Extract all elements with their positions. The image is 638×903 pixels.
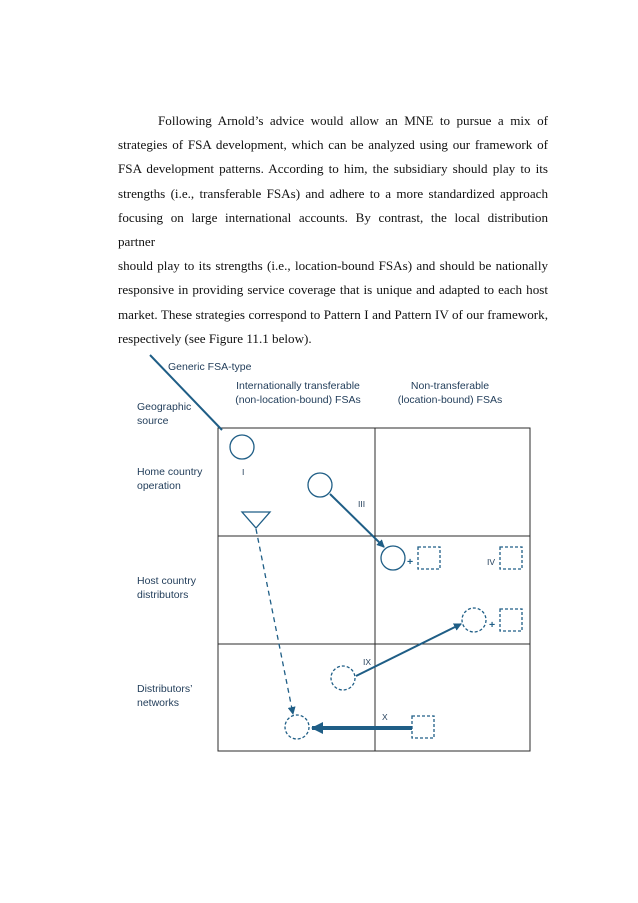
row-home-label-line1: Home country — [137, 466, 203, 478]
pattern-x-end-circle — [285, 715, 309, 739]
pattern-iii-label: III — [358, 499, 366, 509]
pattern-iv-label: IV — [487, 557, 496, 567]
paragraph-line: strengths (i.e., transferable FSAs) and adhere to a more standardized approach — [118, 185, 548, 201]
grid-outer-border — [218, 428, 530, 751]
col1-header-line2: (non-location-bound) FSAs — [235, 394, 361, 406]
col1-header-line1: Internationally transferable — [236, 380, 360, 392]
col2-header-line1: Non-transferable — [410, 380, 490, 392]
geographic-source-label-line1: Geographic — [137, 401, 192, 413]
row-host-label-line2: distributors — [137, 589, 189, 601]
paragraph-line: should play to its strengths (i.e., location-bound FSAs) and should be nationally — [118, 258, 548, 274]
pattern-ix-plus: + — [489, 619, 496, 631]
triangle-icon — [242, 512, 270, 528]
paragraph-line: responsive in providing service coverage that is unique and adapted to each host — [118, 282, 548, 298]
dashed-arrow-to-networks — [256, 529, 293, 714]
pattern-ix-end-circle — [462, 608, 486, 632]
pattern-x-square — [412, 716, 434, 738]
pattern-iii-start-circle — [308, 473, 332, 497]
pattern-ix-arrow — [356, 624, 461, 676]
matrix-grid — [218, 428, 530, 751]
pattern-iii-location-bound-square — [418, 547, 440, 569]
generic-fsa-type-label: Generic FSA-type — [168, 361, 252, 373]
paragraph-line: strategies of FSA development, which can be analyzed using our framework of — [118, 137, 548, 153]
pattern-ix-start-circle — [331, 666, 355, 690]
paragraph-line: focusing on large international accounts. By contrast, the local distribution partner — [118, 209, 548, 250]
paragraph-line: FSA development patterns. According to him, the subsidiary should play to its — [118, 161, 548, 177]
row-networks-label-line1: Distributors’ — [137, 683, 193, 695]
pattern-iv-square — [500, 547, 522, 569]
col2-header-line2: (location-bound) FSAs — [397, 394, 503, 406]
pattern-x-label: X — [382, 712, 388, 722]
geographic-source-label-line2: source — [137, 415, 169, 427]
pattern-iii-plus: + — [407, 556, 414, 568]
row-host-label-line1: Host country — [137, 575, 196, 587]
row-home-label-line2: operation — [137, 480, 181, 492]
pattern-iii-arrow — [330, 494, 384, 547]
pattern-ix-label: IX — [363, 657, 372, 667]
row-networks-label-line2: networks — [137, 697, 180, 709]
paragraph-line: Following Arnold’s advice would allow an MNE to pursue a mix of — [158, 113, 548, 128]
pattern-i-label: I — [242, 467, 245, 477]
pattern-iii-end-circle — [381, 546, 405, 570]
pattern-i-circle — [230, 435, 254, 459]
paragraph-line: respectively (see Figure 11.1 below). — [118, 330, 312, 346]
pattern-ix-square — [500, 609, 522, 631]
paragraph-line: market. These strategies correspond to Pattern I and Pattern IV of our framework, — [118, 306, 548, 322]
